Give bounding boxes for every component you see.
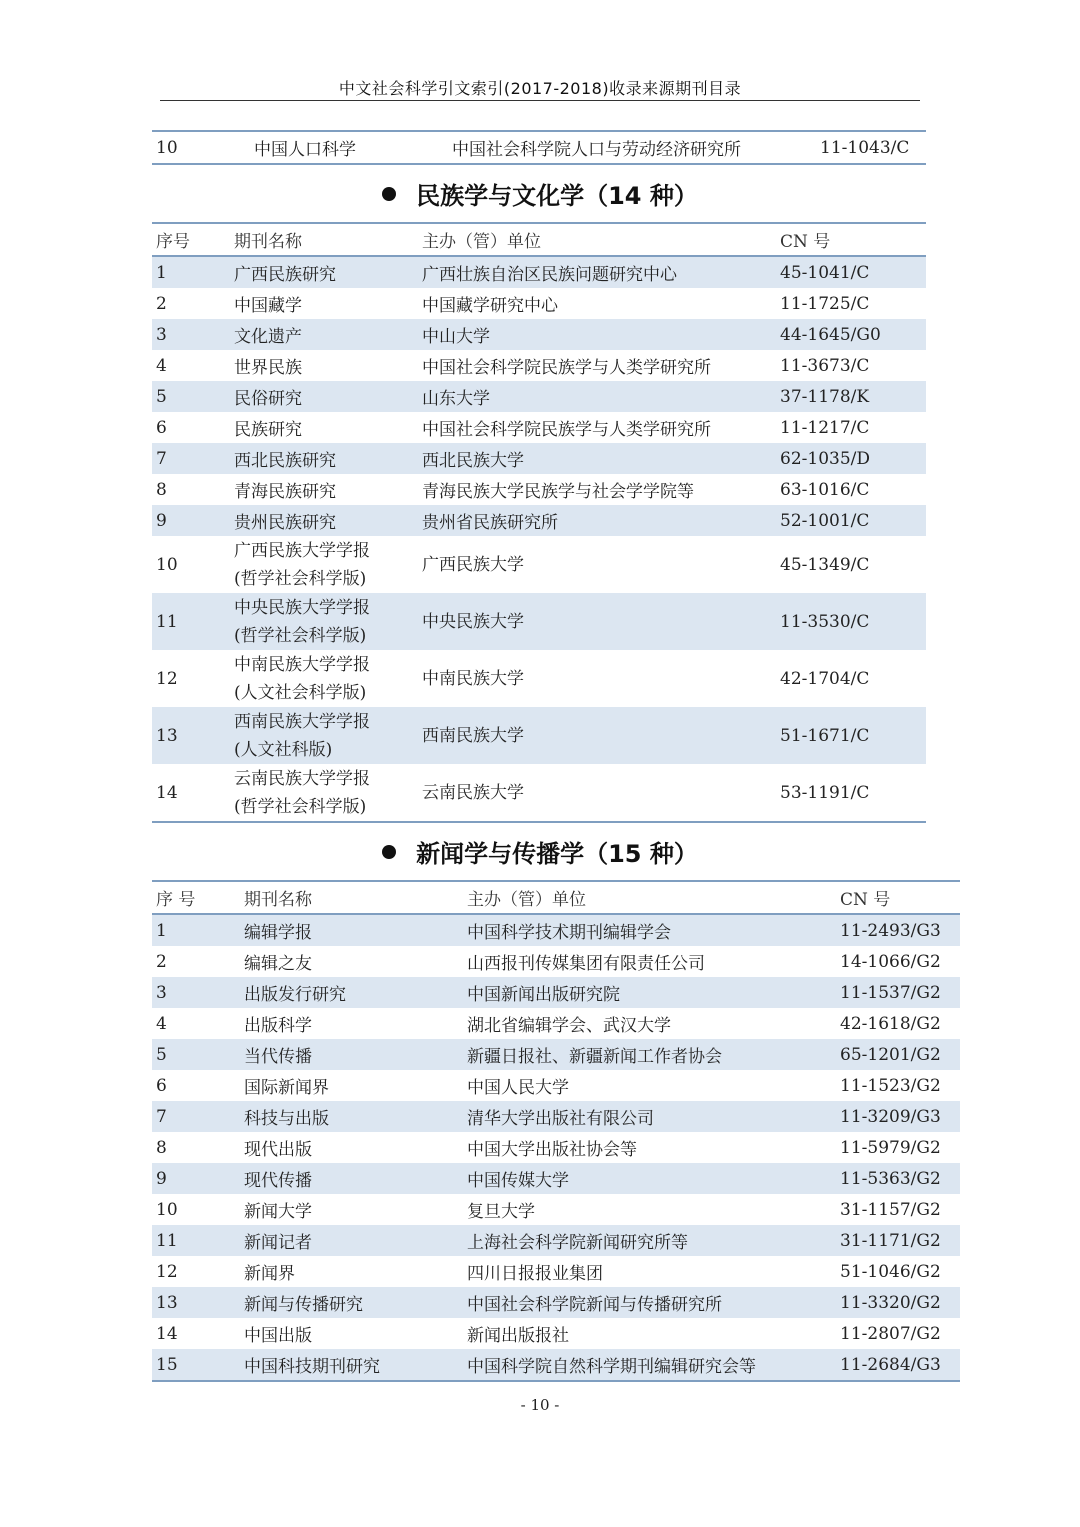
cn-number: 45-1041/C [776,256,926,288]
journal-name-line: (哲学社会科学版) [234,625,367,646]
cn-number: 45-1349/C [780,554,870,575]
journal-name [230,350,418,381]
row-number: 5 [152,1039,240,1070]
journal-name [230,707,418,764]
journal-name-line: (人文社会科学版) [234,682,367,703]
journal-name [230,288,418,319]
sponsor-unit: 湖北省编辑学会、武汉大学 [467,1016,671,1036]
row-number: 13 [152,1287,240,1318]
running-header-title: 中文社会科学引文索引(2017-2018)收录来源期刊目录 [338,79,742,98]
column-header-number: 序号 [152,223,230,256]
table-row [152,350,926,381]
table-row [152,914,960,946]
journal-name [240,914,463,946]
cn-number: 63-1016/C [780,479,870,500]
section-heading-text: 民族学与文化学（14 种） [416,182,698,210]
row-number: 10 [156,137,178,158]
section-heading-text: 新闻学与传播学（15 种） [416,840,698,868]
row-number: 11 [152,593,230,650]
section-heading-ethnology [0,176,1080,211]
table-header-row [152,223,926,256]
journal-name-line: 西南民族大学学报 [234,711,370,732]
table-row [152,256,926,288]
row-number: 13 [152,707,230,764]
row-number: 9 [152,505,230,536]
cn-number: 42-1618/G2 [840,1013,941,1034]
journal-name-line: 民族研究 [234,420,302,440]
journal-name [240,1070,463,1101]
table-row [152,977,960,1008]
sponsor-unit: 西北民族大学 [418,443,776,474]
journal-name [230,593,418,650]
cn-number: 52-1001/C [776,505,926,536]
journal-name-line: 中央民族大学学报 [234,597,370,618]
journal-name-line: 中南民族大学学报 [234,654,370,675]
table-row [152,1256,960,1287]
bullet-icon [382,187,396,201]
journal-name-line: 科技与出版 [244,1109,329,1129]
cn-number: 11-2493/G3 [836,914,960,946]
journal-name-line: 文化遗产 [234,327,302,347]
sponsor-unit: 中国传媒大学 [463,1163,836,1194]
table-row [152,1101,960,1132]
table-row [152,505,926,536]
table-row [152,131,926,164]
journal-name [230,443,418,474]
table-row [152,288,926,319]
journal-name-line: 国际新闻界 [244,1078,329,1098]
journal-name-line: 出版科学 [244,1016,312,1036]
table-row [152,1039,960,1070]
table-row [152,443,926,474]
cn-number: 11-5363/G2 [836,1163,960,1194]
sponsor-unit: 中国科学技术期刊编辑学会 [463,914,836,946]
row-number: 3 [152,977,240,1008]
row-number: 1 [152,256,230,288]
table-row [152,1008,960,1039]
journal-name [240,1287,463,1318]
row-number: 1 [152,914,240,946]
row-number: 11 [152,1225,240,1256]
cn-number: 11-3530/C [776,593,926,650]
cn-number: 14-1066/G2 [840,951,941,972]
table-row [152,412,926,443]
cn-number: 11-1523/G2 [840,1075,941,1096]
cn-number: 11-1537/G2 [836,977,960,1008]
row-number: 7 [152,1101,240,1132]
sponsor-unit: 中国新闻出版研究院 [463,977,836,1008]
sponsor-unit: 中国社会科学院人口与劳动经济研究所 [452,140,741,160]
sponsor-unit: 上海社会科学院新闻研究所等 [463,1225,836,1256]
table-header-row [152,881,960,914]
cn-number: 11-3320/G2 [836,1287,960,1318]
cn-number: 37-1178/K [776,381,926,412]
sponsor-unit: 新疆日报社、新疆新闻工作者协会 [463,1039,836,1070]
row-number: 5 [152,381,230,412]
journal-name-line: 西北民族研究 [234,451,336,471]
journal-name-line: 新闻界 [244,1264,295,1284]
page-number: - 10 - [520,1396,560,1414]
cn-number: 62-1035/D [776,443,926,474]
sponsor-unit: 山西报刊传媒集团有限责任公司 [467,954,705,974]
journal-name-line: 广西民族大学学报 [234,540,370,561]
sponsor-unit: 清华大学出版社有限公司 [463,1101,836,1132]
journal-name-line: (人文社科版) [234,739,333,760]
journal-name-line: 新闻大学 [244,1202,312,1222]
journal-name-line: 出版发行研究 [244,985,346,1005]
sponsor-unit: 中国藏学研究中心 [422,296,558,316]
column-header-number: 序 号 [152,881,240,914]
row-number: 3 [152,319,230,350]
sponsor-unit: 云南民族大学 [422,782,524,803]
journal-name [240,1132,463,1163]
cn-number: 51-1671/C [776,707,926,764]
table-row [152,764,926,822]
section-heading-journalism [0,834,1080,869]
cn-number: 51-1046/G2 [840,1261,941,1282]
journal-name-line: 中国出版 [244,1326,312,1346]
row-number: 14 [156,782,178,803]
journalism-table [152,880,960,1382]
column-header-name: 期刊名称 [230,223,418,256]
journal-name [240,946,463,977]
table-row [152,593,926,650]
journal-name [230,381,418,412]
row-number: 12 [156,668,178,689]
journal-name-line: 云南民族大学学报 [234,768,370,789]
row-number: 10 [156,554,178,575]
journal-name-line: 编辑之友 [244,954,312,974]
journal-name-line: 新闻记者 [244,1233,312,1253]
sponsor-unit: 中国社会科学院新闻与传播研究所 [463,1287,836,1318]
table-row [152,946,960,977]
journal-name-line: 现代传播 [244,1171,312,1191]
sponsor-unit: 中国科学院自然科学期刊编辑研究会等 [463,1349,836,1381]
journal-name: 中国人口科学 [254,140,356,160]
sponsor-unit: 广西壮族自治区民族问题研究中心 [418,256,776,288]
journal-name [230,505,418,536]
table-row [152,474,926,505]
sponsor-unit: 中国社会科学院民族学与人类学研究所 [422,358,711,378]
journal-name [230,319,418,350]
table-row [152,536,926,593]
row-number: 8 [156,479,167,500]
table-row [152,1194,960,1225]
journal-name-line: 中国科技期刊研究 [244,1357,380,1377]
bullet-icon [382,845,396,859]
journal-name [240,1256,463,1287]
row-number: 4 [156,1013,167,1034]
row-number: 6 [156,1075,167,1096]
table-row [152,1349,960,1381]
cn-number: 11-3209/G3 [836,1101,960,1132]
journal-name [240,1101,463,1132]
journal-name-line: 中国藏学 [234,296,302,316]
journal-name-line: 当代传播 [244,1047,312,1067]
column-header-cn: CN 号 [836,881,960,914]
row-number: 6 [156,417,167,438]
row-number: 14 [156,1323,178,1344]
journal-name [240,1225,463,1256]
cn-number: 53-1191/C [780,782,870,803]
row-number: 15 [152,1349,240,1381]
cn-number: 42-1704/C [780,668,870,689]
sponsor-unit: 中南民族大学 [422,668,524,689]
cn-number: 11-3673/C [780,355,870,376]
cn-number: 11-2684/G3 [836,1349,960,1381]
row-number: 12 [156,1261,178,1282]
header-rule [160,100,920,101]
table-row [152,319,926,350]
row-number: 4 [156,355,167,376]
cn-number: 31-1171/G2 [836,1225,960,1256]
previous-section-table [152,130,926,165]
cn-number: 11-2807/G2 [840,1323,941,1344]
column-header-cn: CN 号 [776,223,926,256]
sponsor-unit: 复旦大学 [467,1202,535,1222]
cn-number: 11-1725/C [780,293,870,314]
journal-name [240,1163,463,1194]
journal-name [230,412,418,443]
journal-name-line: 广西民族研究 [234,265,336,285]
journal-name-line: 民俗研究 [234,389,302,409]
row-number: 9 [152,1163,240,1194]
sponsor-unit: 青海民族大学民族学与社会学学院等 [422,482,694,502]
table-row [152,1132,960,1163]
column-header-unit: 主办（管）单位 [418,223,776,256]
cn-number: 31-1157/G2 [840,1199,941,1220]
journal-name-line: 贵州民族研究 [234,513,336,533]
table-row [152,1070,960,1101]
table-row [152,1163,960,1194]
journal-name [240,977,463,1008]
table-row [152,650,926,707]
journal-name [240,1194,463,1225]
journal-name-line: 现代出版 [244,1140,312,1160]
row-number: 8 [156,1137,167,1158]
table-row [152,381,926,412]
cn-number: 11-5979/G2 [840,1137,941,1158]
sponsor-unit: 中国人民大学 [467,1078,569,1098]
cn-number: 11-1217/C [780,417,870,438]
sponsor-unit: 贵州省民族研究所 [418,505,776,536]
cn-number: 44-1645/G0 [776,319,926,350]
journal-name-line: 新闻与传播研究 [244,1295,363,1315]
row-number: 2 [156,293,167,314]
journal-name-line: (哲学社会科学版) [234,796,367,817]
row-number: 2 [156,951,167,972]
column-header-unit: 主办（管）单位 [463,881,836,914]
table-row [152,707,926,764]
row-number: 10 [156,1199,178,1220]
column-header-name: 期刊名称 [240,881,463,914]
journal-name [230,474,418,505]
journal-name-line: 编辑学报 [244,923,312,943]
sponsor-unit: 新闻出版报社 [467,1326,569,1346]
journal-name [240,1008,463,1039]
cn-number: 65-1201/G2 [836,1039,960,1070]
sponsor-unit: 广西民族大学 [422,554,524,575]
sponsor-unit: 中山大学 [418,319,776,350]
sponsor-unit: 中央民族大学 [418,593,776,650]
journal-name [240,1318,463,1349]
row-number: 7 [152,443,230,474]
journal-name [240,1349,463,1381]
journal-name [230,650,418,707]
journal-name [230,256,418,288]
table-row [152,1318,960,1349]
sponsor-unit: 山东大学 [418,381,776,412]
sponsor-unit: 中国社会科学院民族学与人类学研究所 [422,420,711,440]
ethnology-table [152,222,926,823]
journal-name [230,764,418,822]
table-row [152,1287,960,1318]
sponsor-unit: 西南民族大学 [418,707,776,764]
journal-name [230,536,418,593]
cn-number: 11-1043/C [820,137,910,158]
journal-name-line: 世界民族 [234,358,302,378]
sponsor-unit: 中国大学出版社协会等 [467,1140,637,1160]
journal-name-line: 青海民族研究 [234,482,336,502]
journal-name [240,1039,463,1070]
sponsor-unit: 四川日报报业集团 [467,1264,603,1284]
journal-name-line: (哲学社会科学版) [234,568,367,589]
table-row [152,1225,960,1256]
